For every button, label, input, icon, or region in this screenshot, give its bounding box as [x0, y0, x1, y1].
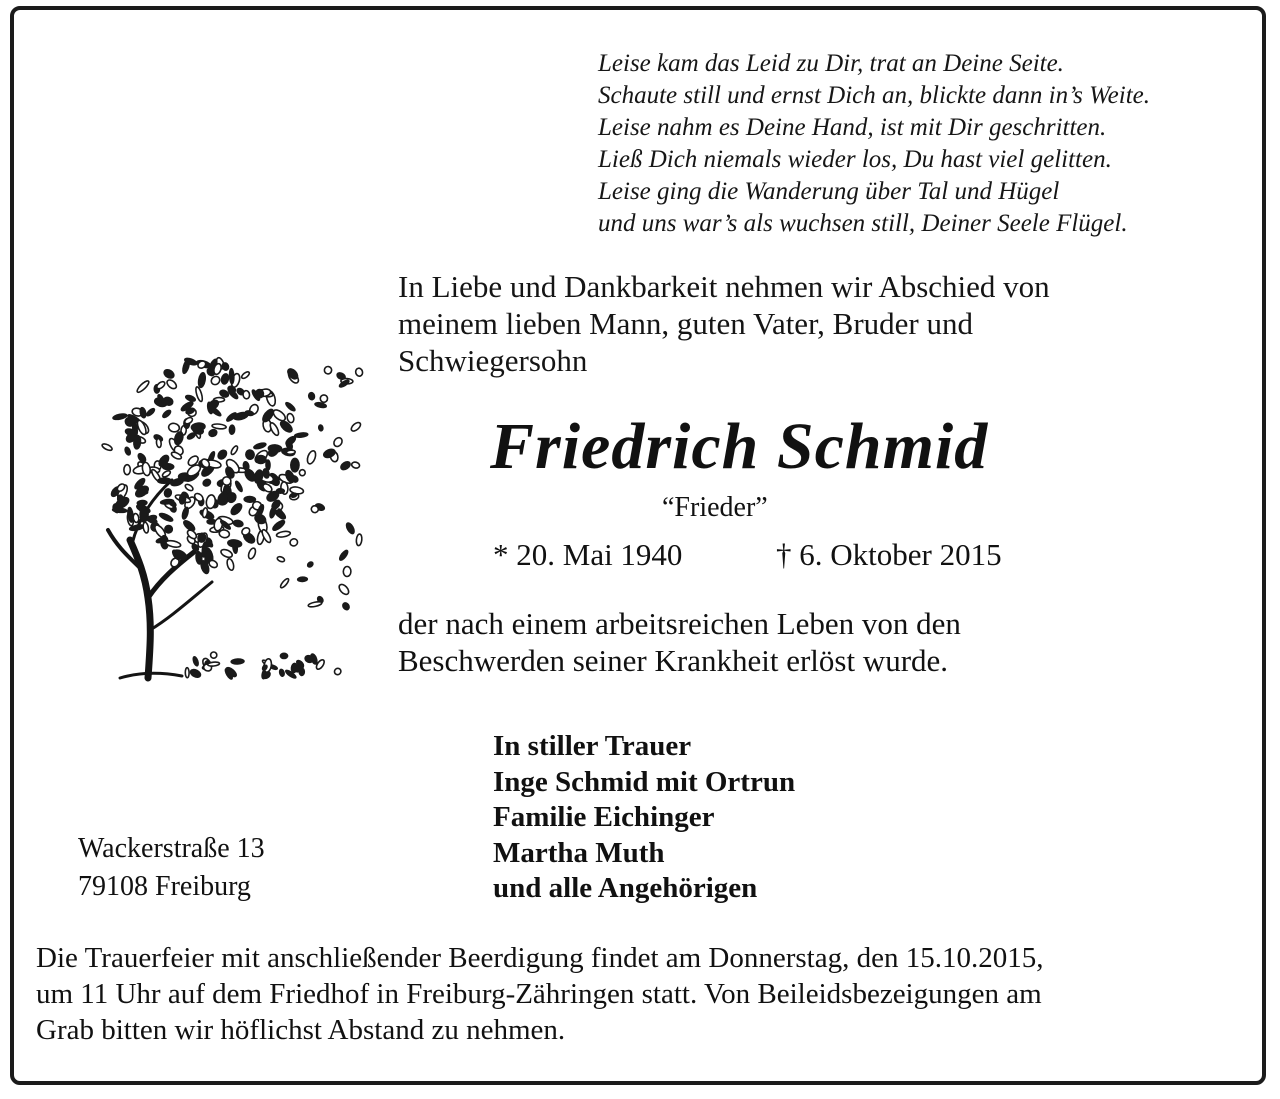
- closing-text: [398, 605, 1218, 679]
- poem-line: Leise ging die Wanderung über Tal und Hügel: [598, 178, 1060, 205]
- intro-line: Schwiegersohn: [398, 343, 588, 378]
- birth-date: * 20. Mai 1940: [493, 537, 683, 572]
- funeral-line: Grab bitten wir höflichst Abstand zu nehmen.: [36, 1014, 566, 1046]
- closing-line: der nach einem arbeitsreichen Leben von den: [398, 606, 961, 641]
- funeral-line: Die Trauerfeier mit anschließender Beerdigung findet am Donnerstag, den 15.10.2015,: [36, 942, 1044, 974]
- mourner-line: und alle Angehörigen: [493, 872, 758, 904]
- intro-text: [398, 268, 1218, 379]
- poem: [598, 48, 1278, 240]
- funeral-line: um 11 Uhr auf dem Friedhof in Freiburg-Zähringen statt. Von Beileidsbezeigungen am: [36, 978, 1042, 1010]
- mourner-line: Martha Muth: [493, 836, 665, 869]
- poem-line: Ließ Dich niemals wieder los, Du hast viel gelitten.: [598, 146, 1112, 173]
- intro-line: In Liebe und Dankbarkeit nehmen wir Abschied von: [398, 269, 1050, 304]
- poem-line: Schaute still und ernst Dich an, blickte dann in’s Weite.: [598, 82, 1151, 109]
- closing-line: Beschwerden seiner Krankheit erlöst wurde.: [398, 643, 949, 678]
- mourners-list: [493, 729, 1053, 907]
- mourner-line: Inge Schmid mit Ortrun: [493, 765, 796, 798]
- address: [78, 830, 378, 906]
- deceased-name: Friedrich Schmid: [490, 410, 989, 483]
- windblown-tree-icon: [90, 330, 370, 690]
- mourner-line: In stiller Trauer: [493, 730, 692, 762]
- mourner-line: Familie Eichinger: [493, 801, 715, 833]
- address-city: 79108 Freiburg: [78, 871, 251, 902]
- poem-line: Leise nahm es Deine Hand, ist mit Dir geschritten.: [598, 114, 1107, 141]
- funeral-notice: [36, 940, 1256, 1048]
- address-street: Wackerstraße 13: [78, 833, 265, 864]
- intro-line: meinem lieben Mann, guten Vater, Bruder und: [398, 306, 973, 341]
- poem-line: Leise kam das Leid zu Dir, trat an Deine Seite.: [598, 50, 1064, 77]
- death-date: † 6. Oktober 2015: [776, 537, 1002, 572]
- deceased-nickname: “Frieder”: [662, 492, 768, 523]
- poem-line: und uns war’s als wuchsen still, Deiner Seele Flügel.: [598, 210, 1128, 237]
